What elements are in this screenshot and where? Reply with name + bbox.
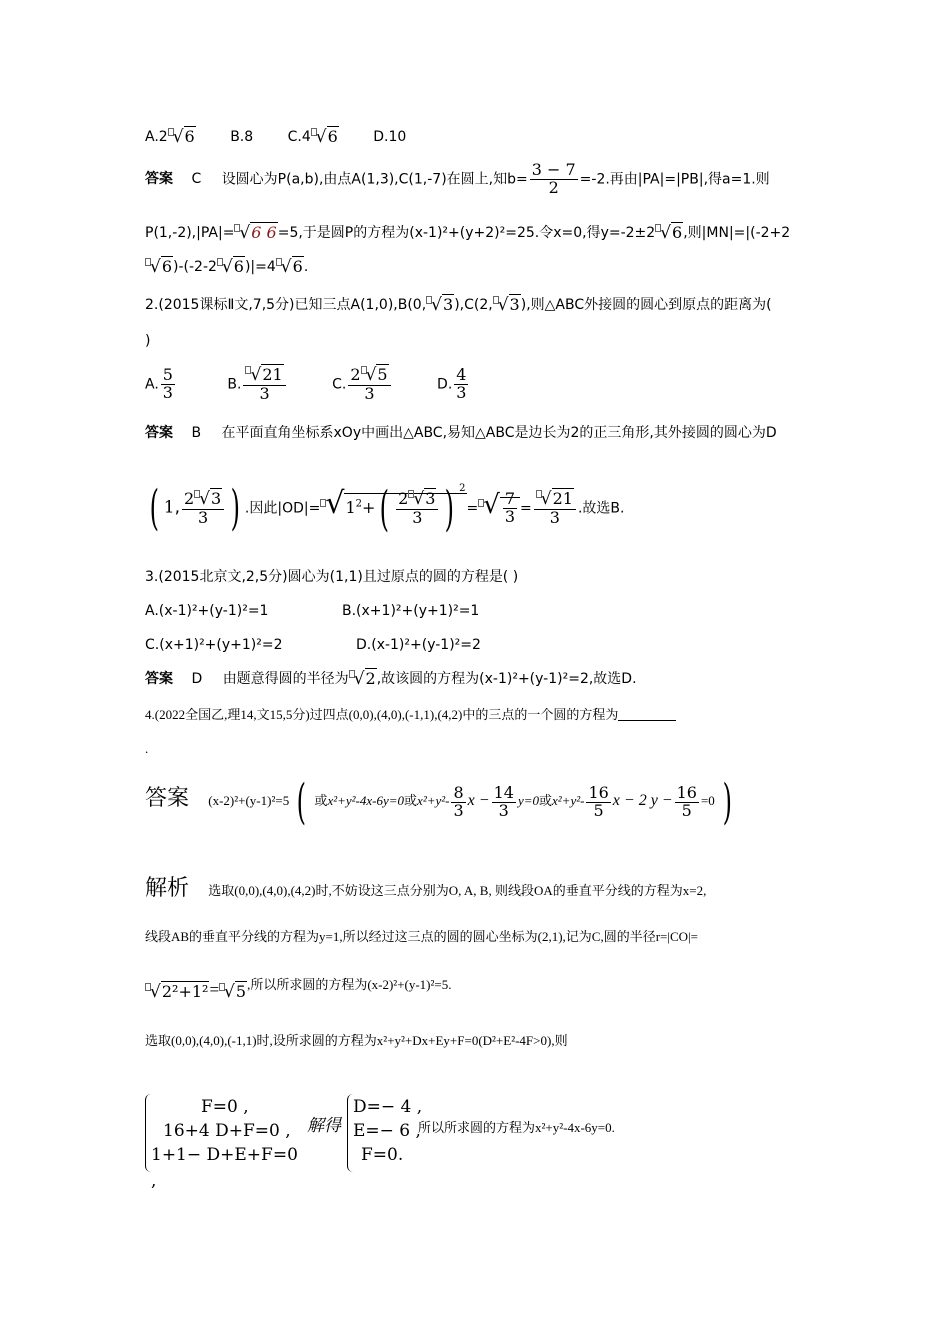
q4-solution-line2: 线段AB的垂直平分线的方程为y=1,所以经过这三点的圆的圆心坐标为(2,1),记为C,圆的半径r=|CO|= [145,929,698,944]
q2-answer-math: ( 1, $\frac{2 √3}{3}$ ) .因此$|OD|= √1^2+$( $\frac{2 √3}{3}$ ) $^2$= √ $\frac{7}{3}$ = $\frac{√21}{3}$ .故选B. [149,480,625,537]
q3-option-b: B.(x+1)²+(y+1)²=1 [342,603,480,619]
answer-label: 答案 [145,671,173,687]
q1-answer-line2: P(1,-2),|PA|= √6 6=5,于是圆P的方程为(x-1)²+(y+2)²=25.令x=0,得y=-2±2 √6,则|MN|=|(-2+2 [145,223,791,243]
q3-answer: 答案 D 由题意得圆的半径为 √2,故该圆的方程为(x-1)²+(y-1)²=2,故选D. [145,669,637,689]
q3-option-d: D.(x-1)²+(y-1)²=2 [356,637,481,653]
answer-letter: B [191,425,202,441]
q2-option-c: C. $\frac{2 √5}{3}$ [332,366,392,403]
q4-solution-line3: √2²+1²= √5,所以所求圆的方程为(x-2)²+(y-1)²=5. [145,978,452,1001]
q1-option-a: A.2 √6 [145,127,195,147]
solve-word: 解得 [307,1116,341,1136]
q1-answer-line3: √6)-(-2-2 √6)|=4 √6. [145,258,308,276]
answer-blank [618,706,676,721]
equation-system-right: D=− 4 , E=− 6 , F=0. [347,1094,427,1172]
q1-option-b: B.8 [230,129,254,145]
q1-option-c: C.4 √6 [287,127,338,147]
q4-solution-final: 所以所求圆的方程为x²+y²-4x-6y=0. [418,1120,615,1135]
q4-answer: 答案 (x-2)²+(y-1)²=5 ( 或x²+y²-4x-6y=0或x²+y²- $\frac{8}{3}$ x − $\frac{14}{3}$ y=0或x²+y²- $\frac{16}{5}$ x − 2 y − $\frac{16}{5}$ =0 ) [145,774,733,830]
q2-option-d: D. $\frac{4}{3}$ [437,365,467,402]
solution-label: 解析 [145,876,190,901]
q3-stem: 3.(2015北京文,2,5分)圆心为(1,1)且过原点的圆的方程是( ) [145,569,519,585]
answer-label: 答案 [145,785,190,811]
q1-option-d: D.10 [373,129,407,145]
q2-option-a: A. $\frac{5}{3}$ [145,365,173,402]
answer-letter: D [191,671,203,687]
answer-label: 答案 [145,171,173,188]
answer-letter: C [191,171,202,188]
answer-text: 在平面直角坐标系xOy中画出△ABC,易知△ABC是边长为2的正三角形,其外接圆的圆心为D [221,425,777,441]
q2-answer [145,426,777,440]
q4-stem-dot: . [145,741,149,756]
q4-solution-line4: 选取(0,0),(4,0),(-1,1)时,设所求圆的方程为x²+y²+Dx+Ey+F=0(D²+E²-4F>0),则 [145,1033,568,1048]
q2-stem: 2.(2015课标Ⅱ文,7,5分)已知三点A(1,0),B(0, √3),C(2, √3),则△ABC外接圆的圆心到原点的距离为( [145,295,772,315]
q1-answer [145,162,770,197]
answer-text: 设圆心为P(a,b),由点A(1,3),C(1,-7)在圆上,知b= [221,171,528,188]
q4-stem: 4.(2022全国乙,理14,文15,5分)过四点(0,0),(4,0),(-1,1),(4,2)中的三点的一个圆的方程为 [145,706,676,721]
q1-options [145,128,436,146]
q3-option-c: C.(x+1)²+(y+1)²=2 [145,637,283,653]
q2-option-b: B. $\frac{√21}{3}$ [227,366,287,403]
q2-stem-end: ) [145,333,151,349]
q3-option-a: A.(x-1)²+(y-1)²=1 [145,603,269,619]
q2-options [145,366,500,403]
equation-system-left: F=0 , 16+4 D+F=0 , 1+1− D+E+F=0 , [145,1094,305,1172]
q4-solution-line1: 解析 选取(0,0),(4,0),(4,2)时,不妨设这三点分别为O, A, B, 则线段OA的垂直平分线的方程为x=2, [145,876,707,901]
answer-label: 答案 [145,425,173,441]
fraction: $\frac{3 - 7}{2}$ [531,160,576,197]
answer-text: =-2.再由|PA|=|PB|,得a=1.则 [579,171,770,188]
